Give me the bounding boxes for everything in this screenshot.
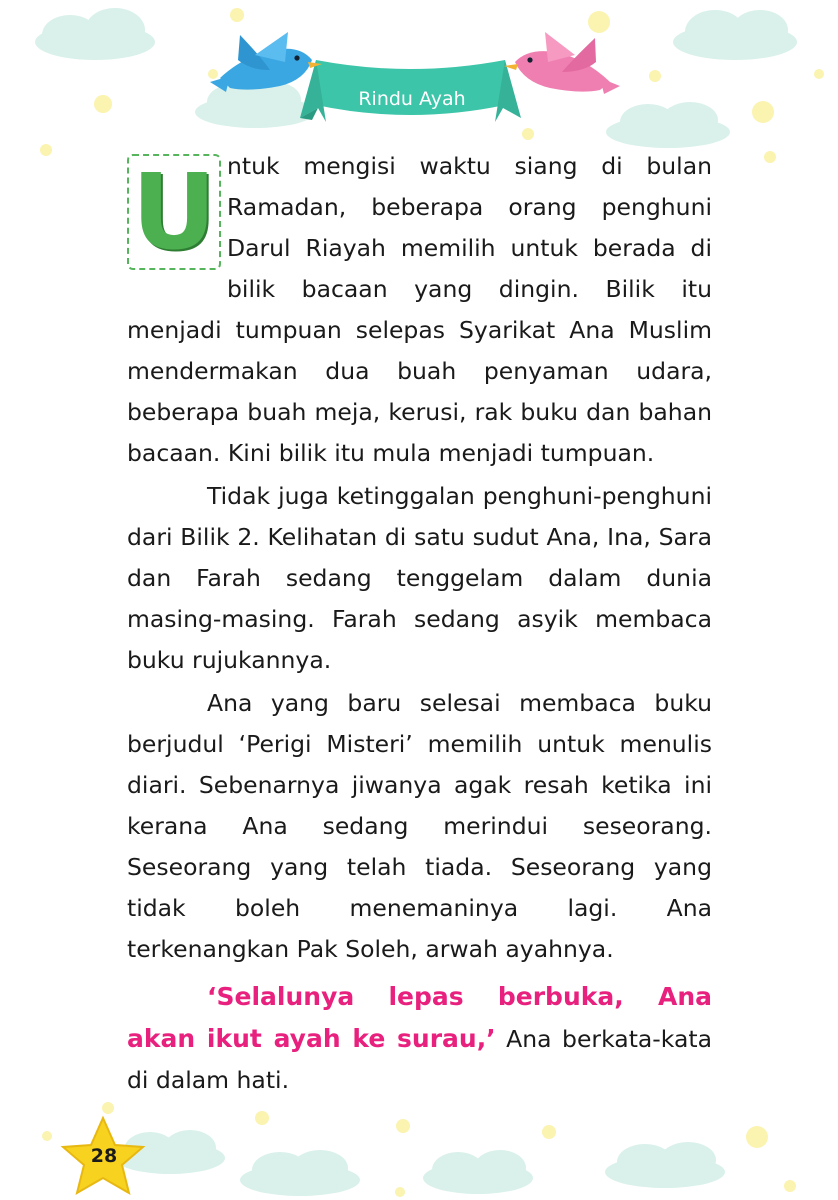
quote-text: ‘Selalunya lepas berbuka, Ana akan ikut ayah ke surau,’ [127, 982, 712, 1053]
story-text [127, 146, 712, 1101]
page-number: 28 [90, 1145, 118, 1167]
dropcap-box [127, 151, 221, 273]
pink-bird-icon [504, 32, 620, 94]
dropcap-letter: U [131, 151, 217, 273]
cloud-top-left [35, 8, 155, 60]
cloud-bottom-4 [605, 1142, 725, 1188]
blue-bird-icon [210, 32, 322, 92]
paragraph-4 [127, 976, 712, 1101]
paragraph-1 [127, 146, 712, 474]
chapter-title: Rindu Ayah [358, 88, 466, 110]
cloud-bottom-3 [423, 1150, 533, 1194]
cloud-bottom-2 [240, 1150, 360, 1196]
paragraph-2: Tidak juga ketinggalan penghuni-penghuni dari Bilik 2. Kelihatan di satu sudut Ana, Ina, Sara dan Farah sedang tenggelam dalam dunia masing-masing. Farah sedang asyik membaca buku rujukannya. [127, 482, 712, 674]
cloud-top-right [673, 10, 797, 60]
paragraph-4-text: Ana berkata-kata di dalam hati. [127, 1025, 712, 1094]
cloud-mid-right [606, 102, 730, 148]
paragraph-1-text: ntuk mengisi waktu siang di bulan Ramadan, beberapa orang penghuni Darul Riayah memilih untuk berada di bilik bacaan yang dingin. Bilik itu menjadi tumpuan selepas Syarikat Ana Muslim mendermakan dua buah penyaman udara, beberapa buah meja, kerusi, rak buku dan bahan bacaan. Kini bilik itu mula menjadi tumpuan. [127, 152, 712, 467]
paragraph-3: Ana yang baru selesai membaca buku berjudul ‘Perigi Misteri’ memilih untuk menulis diari. Sebenarnya jiwanya agak resah ketika ini kerana Ana sedang merindui seseorang. Seseorang yang telah tiada. Seseorang yang tidak boleh menemaninya lagi. Ana terkenangkan Pak Soleh, arwah ayahnya. [127, 689, 712, 963]
